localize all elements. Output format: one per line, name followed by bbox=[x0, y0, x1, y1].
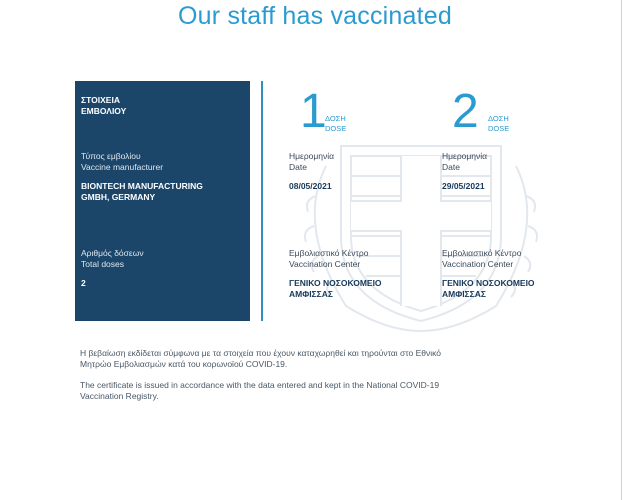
divider-line bbox=[261, 81, 263, 321]
dose-2-center-label-gr: Εμβολιαστικό Κέντρο bbox=[442, 248, 522, 258]
dose-1-center-label-gr: Εμβολιαστικό Κέντρο bbox=[289, 248, 369, 258]
dose-2-label-gr: ΔΟΣΗ bbox=[488, 114, 509, 123]
panel-title: ΣΤΟΙΧΕΙΑ ΕΜΒΟΛΙΟΥ bbox=[81, 95, 127, 116]
footer-note-gr: Η βεβαίωση εκδίδεται σύμφωνα με τα στοιχεία που έχουν καταχωρηθεί και τηρούνται στο Εθνικό Μητρώο Εμβολιασμών κατά του κορωνοϊού COVID-19. bbox=[80, 348, 442, 369]
doses-label-gr: Αριθμός δόσεων bbox=[81, 248, 144, 258]
dose-1-center-value: ΓΕΝΙΚΟ ΝΟΣΟΚΟΜΕΙΟ ΑΜΦΙΣΣΑΣ bbox=[289, 278, 382, 299]
page-heading: Our staff has vaccinated bbox=[178, 2, 452, 30]
vaccine-info-panel bbox=[75, 81, 250, 321]
dose-1-label-en: DOSE bbox=[325, 124, 347, 133]
dose-2-center-label-en: Vaccination Center bbox=[442, 259, 514, 269]
dose-2-date-label-en: Date bbox=[442, 162, 460, 172]
dose-2-center-value: ΓΕΝΙΚΟ ΝΟΣΟΚΟΜΕΙΟ ΑΜΦΙΣΣΑΣ bbox=[442, 278, 535, 299]
dose-1-number: 1 bbox=[300, 85, 327, 138]
dose-2-number: 2 bbox=[452, 85, 479, 138]
dose-1-label-gr: ΔΟΣΗ bbox=[325, 114, 346, 123]
greek-coat-of-arms-watermark-icon bbox=[286, 116, 556, 336]
dose-1-date-value: 08/05/2021 bbox=[289, 181, 332, 191]
dose-1-center-label-en: Vaccination Center bbox=[289, 259, 361, 269]
vaccine-manufacturer-value: BIONTECH MANUFACTURING GMBH, GERMANY bbox=[81, 181, 203, 202]
vaccine-type-label-gr: Τύπος εμβολίου bbox=[81, 151, 141, 161]
page-edge-rule bbox=[621, 0, 622, 500]
vaccine-type-label-en: Vaccine manufacturer bbox=[81, 162, 164, 172]
doses-label-en: Total doses bbox=[81, 259, 124, 269]
doses-total-value: 2 bbox=[81, 278, 86, 288]
dose-2-label-en: DOSE bbox=[488, 124, 510, 133]
dose-1-date-label-en: Date bbox=[289, 162, 307, 172]
footer-note-en: The certificate is issued in accordance with the data entered and kept in the National COVID-19 Vaccination Registry. bbox=[80, 380, 440, 401]
dose-2-date-value: 29/05/2021 bbox=[442, 181, 485, 191]
dose-1-date-label-gr: Ημερομηνία bbox=[289, 151, 335, 161]
dose-2-date-label-gr: Ημερομηνία bbox=[442, 151, 488, 161]
